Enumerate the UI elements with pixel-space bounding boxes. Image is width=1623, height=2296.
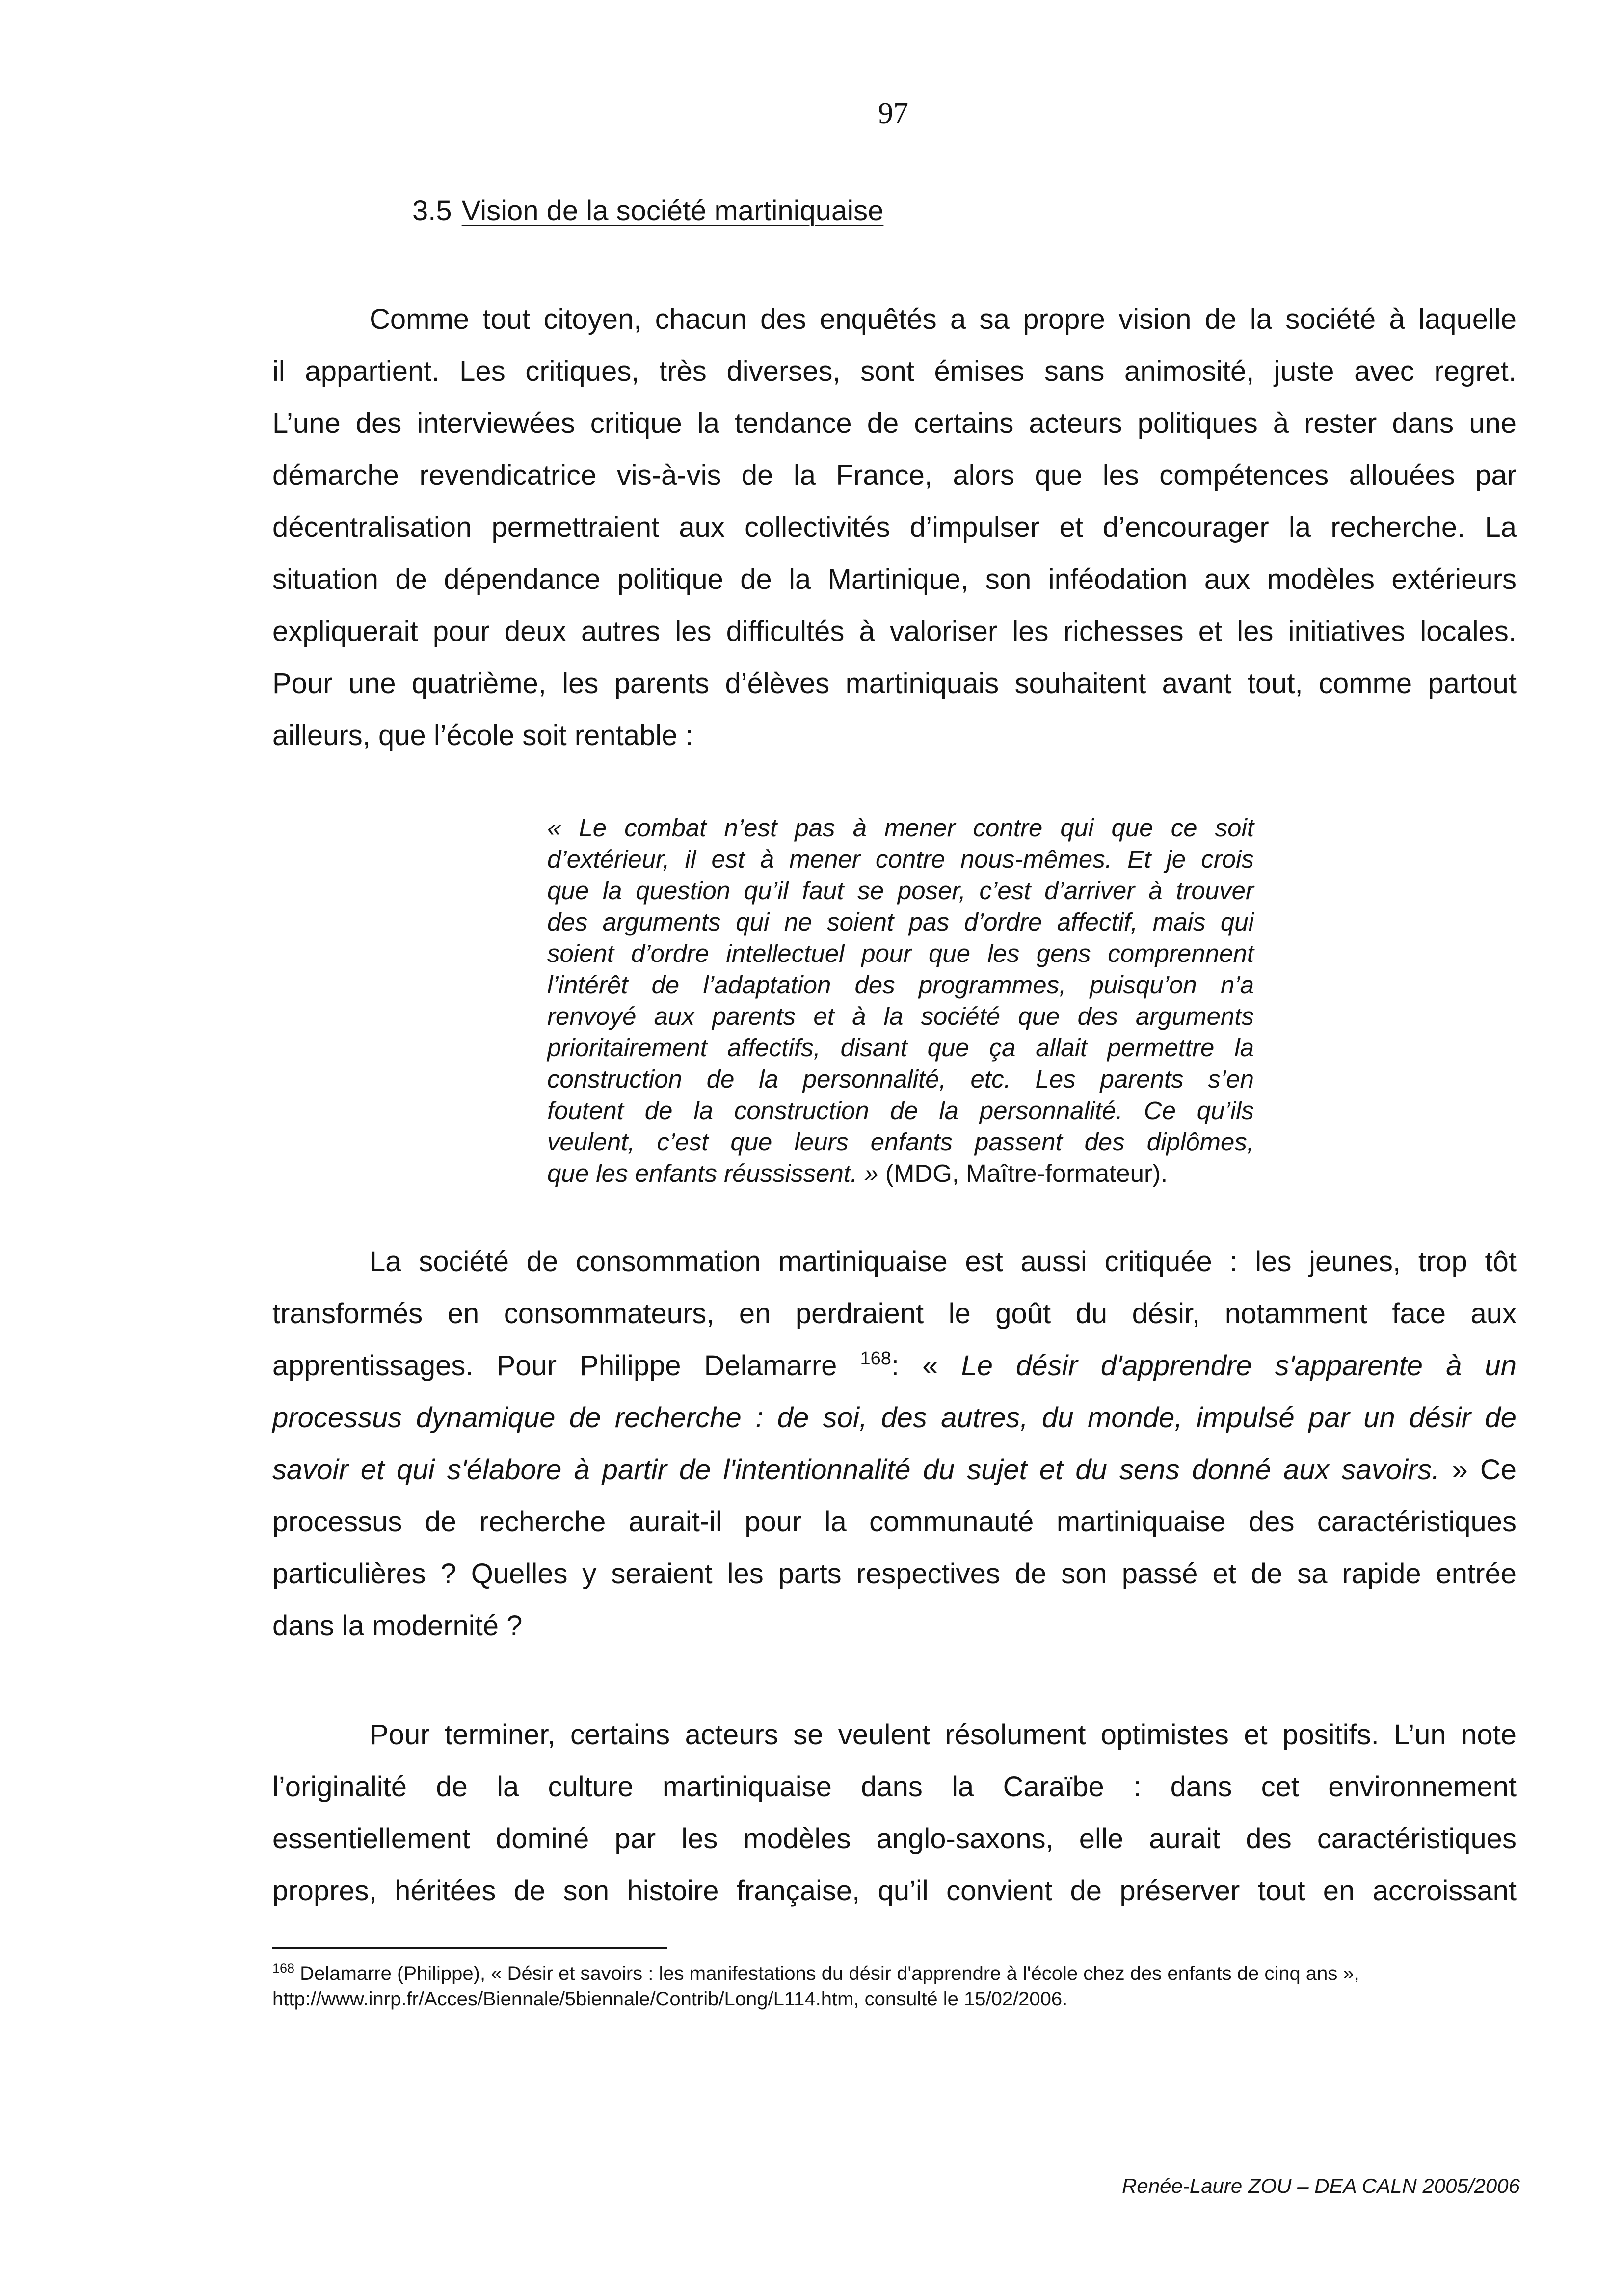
footnote-line: http://www.inrp.fr/Acces/Biennale/5biennale/Contrib/Long/L114.htm, consulté le 15/02/2006. bbox=[272, 1988, 1068, 2010]
page-number: 97 bbox=[878, 97, 908, 130]
text-line: particulières ? Quelles y seraient les parts respectives de son passé et de sa rapide entrée bbox=[272, 1558, 1517, 1590]
text-line: processus dynamique de recherche : de soi, des autres, du monde, impulsé par un désir de bbox=[272, 1402, 1517, 1434]
paragraph-consumer-society bbox=[272, 1236, 1517, 1652]
quote-line: soient d’ordre intellectuel pour que les gens comprennent bbox=[547, 939, 1254, 967]
text-line: l’originalité de la culture martiniquaise dans la Caraïbe : dans cet environnement bbox=[272, 1771, 1517, 1803]
text-line: Pour terminer, certains acteurs se veulent résolument optimistes et positifs. L’un note bbox=[370, 1719, 1517, 1751]
text-line: transformés en consommateurs, en perdraient le goût du désir, notamment face aux bbox=[272, 1298, 1517, 1330]
footnote bbox=[272, 1961, 1517, 2012]
text-line: situation de dépendance politique de la Martinique, son inféodation aux modèles extérieurs bbox=[272, 563, 1517, 595]
paragraph-citizen-vision bbox=[272, 294, 1517, 762]
text-line: La société de consommation martiniquaise est aussi critiquée : les jeunes, trop tôt bbox=[370, 1246, 1517, 1278]
text-line: apprentissages. Pour Philippe Delamarre $^{168}$: « Le désir d'apprendre s'apparente à un bbox=[272, 1348, 1517, 1382]
footnote-separator bbox=[272, 1947, 667, 1949]
section-number: 3.5 bbox=[412, 195, 452, 227]
section-title: Vision de la société martiniquaise bbox=[461, 195, 884, 227]
block-quote bbox=[547, 812, 1254, 1189]
text-line: il appartient. Les critiques, très diverses, sont émises sans animosité, juste avec regret. bbox=[272, 355, 1517, 387]
text-line: ailleurs, que l’école soit rentable : bbox=[272, 720, 693, 751]
quote-line bbox=[547, 1158, 1254, 1189]
footnote-number: 168 bbox=[272, 1961, 295, 1976]
quote-line: « Le combat n’est pas à mener contre qui que ce soit bbox=[547, 814, 1254, 842]
section-heading bbox=[412, 194, 883, 227]
text-line: Pour une quatrième, les parents d’élèves martiniquais souhaitent avant tout, comme partout bbox=[272, 667, 1517, 699]
text-line: L’une des interviewées critique la tendance de certains acteurs politiques à rester dans une bbox=[272, 407, 1517, 439]
text-line: processus de recherche aurait-il pour la communauté martiniquaise des caractéristiques bbox=[272, 1506, 1517, 1538]
quote-attribution: (MDG, Maître-formateur). bbox=[878, 1159, 1168, 1187]
quote-last-line: que les enfants réussissent. » bbox=[547, 1159, 878, 1187]
quote-line: veulent, c’est que leurs enfants passent des diplômes, bbox=[547, 1128, 1254, 1156]
quote-line: prioritairement affectifs, disant que ça allait permettre la bbox=[547, 1034, 1254, 1062]
quote-line: d’extérieur, il est à mener contre nous-mêmes. Et je crois bbox=[547, 845, 1254, 873]
footnote-reference: 168 bbox=[860, 1348, 891, 1369]
running-footer: Renée-Laure ZOU – DEA CALN 2005/2006 bbox=[1122, 2174, 1520, 2197]
quote-line: renvoyé aux parents et à la société que des arguments bbox=[547, 1002, 1254, 1030]
quote-line: que la question qu’il faut se poser, c’est d’arriver à trouver bbox=[547, 877, 1254, 905]
text-line: décentralisation permettraient aux collectivités d’impulser et d’encourager la recherche. La bbox=[272, 511, 1517, 543]
text-line: expliquerait pour deux autres les difficultés à valoriser les richesses et les initiatives locales. bbox=[272, 615, 1517, 647]
quote-line: construction de la personnalité, etc. Les parents s’en bbox=[547, 1065, 1254, 1093]
text-line: propres, héritées de son histoire française, qu’il convient de préserver tout en accroissant bbox=[272, 1875, 1517, 1907]
text-line: dans la modernité ? bbox=[272, 1610, 523, 1642]
footnote-line: $^{168}$ Delamarre (Philippe), « Désir et savoirs : les manifestations du désir d'apprendre à l'école chez des enfants de cinq ans », bbox=[272, 1961, 1359, 1984]
text-line: Comme tout citoyen, chacun des enquêtés a sa propre vision de la société à laquelle bbox=[370, 303, 1517, 335]
quote-line: foutent de la construction de la personnalité. Ce qu’ils bbox=[547, 1096, 1254, 1124]
text-line: essentiellement dominé par les modèles anglo-saxons, elle aurait des caractéristiques bbox=[272, 1823, 1517, 1855]
quote-line: des arguments qui ne soient pas d’ordre affectif, mais qui bbox=[547, 908, 1254, 936]
quote-line: l’intérêt de l’adaptation des programmes, puisqu’on n’a bbox=[547, 971, 1254, 999]
text-line: démarche revendicatrice vis-à-vis de la France, alors que les compétences allouées par bbox=[272, 459, 1517, 491]
paragraph-optimistic-actors bbox=[272, 1709, 1517, 1917]
text-line: savoir et qui s'élabore à partir de l'intentionnalité du sujet et du sens donné aux savoirs. » Ce bbox=[272, 1454, 1517, 1486]
